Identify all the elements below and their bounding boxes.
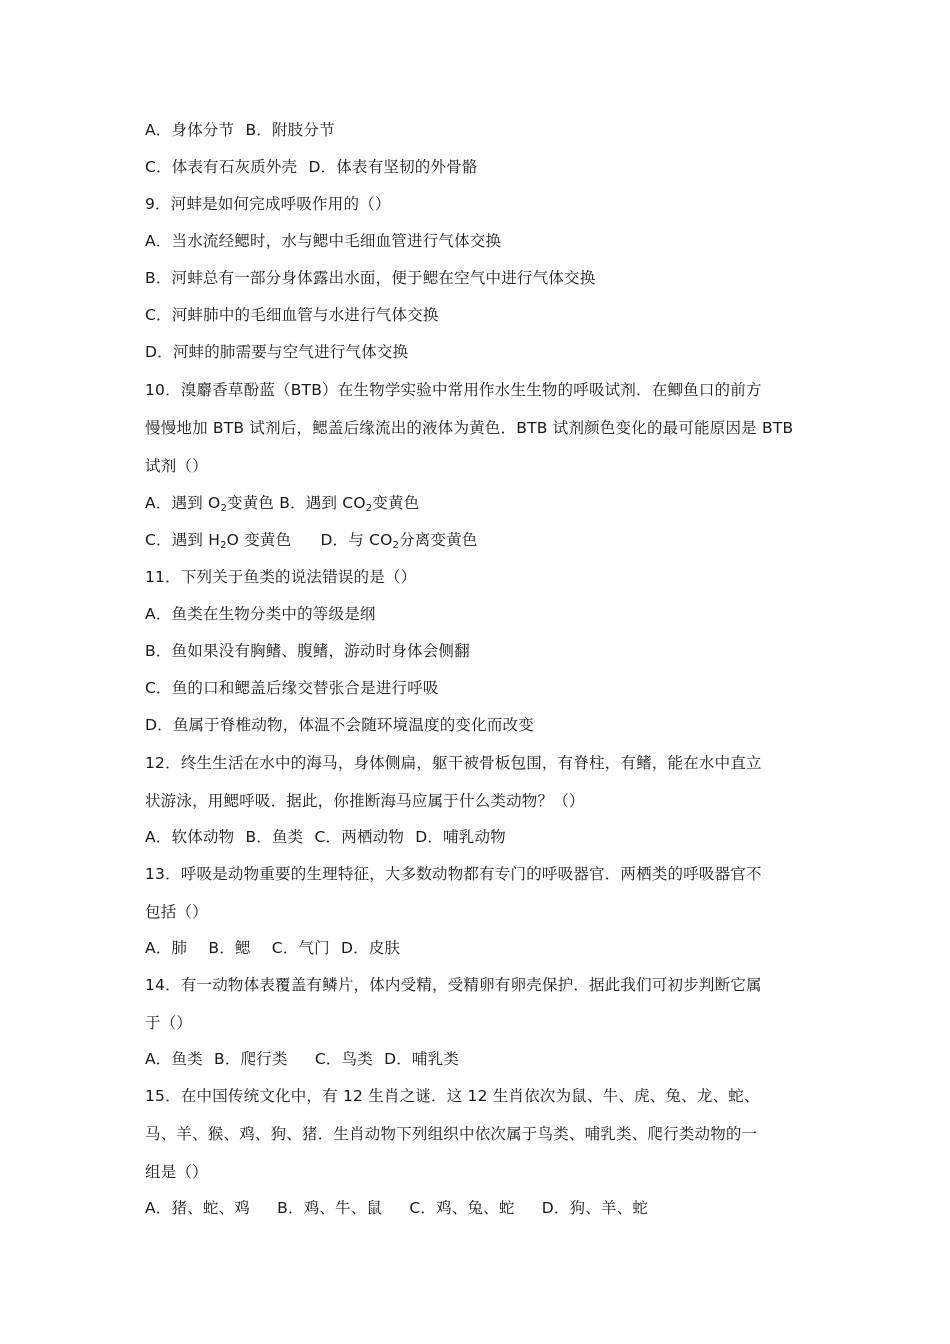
- q10-option-b-post: 变黄色: [372, 494, 420, 512]
- q11-option-a: A．鱼类在生物分类中的等级是纲: [145, 605, 376, 623]
- q15-stem-line3: 组是（）: [145, 1163, 208, 1181]
- q9-option-c: C．河蚌肺中的毛细血管与水进行气体交换: [145, 306, 439, 324]
- q15-stem-line1: 15．在中国传统文化中，有 12 生肖之谜．这 12 生肖依次为鼠、牛、虎、兔、龙、蛇、: [145, 1087, 760, 1105]
- q9-stem: 9．河蚌是如何完成呼吸作用的（）: [145, 195, 391, 213]
- q8-option-b: B．附肢分节: [245, 121, 335, 139]
- q10-option-a-sub: 2: [220, 503, 227, 514]
- q12-stem-line1: 12．终生生活在水中的海马，身体侧扁，躯干被骨板包围，有脊柱，有鳍，能在水中直立: [145, 754, 762, 772]
- q10-option-b-pre: B．遇到 CO: [279, 494, 366, 512]
- q10-stem-line2: 慢慢地加 BTB 试剂后，鳃盖后缘流出的液体为黄色．BTB 试剂颜色变化的最可能原因是 BTB: [145, 419, 794, 437]
- q11-stem: 11．下列关于鱼类的说法错误的是（）: [145, 568, 417, 586]
- q10-option-a-post: 变黄色: [227, 494, 275, 512]
- q14-options: [145, 1049, 459, 1069]
- q9-option-b: B．河蚌总有一部分身体露出水面，便于鳃在空气中进行气体交换: [145, 269, 596, 287]
- q8-option-d: D．体表有坚韧的外骨骼: [308, 158, 478, 176]
- q13-option-c: C．气门: [271, 939, 330, 957]
- q12-options: [145, 827, 506, 847]
- q13-option-b: B．鳃: [208, 939, 251, 957]
- q14-option-d: D．哺乳类: [384, 1050, 460, 1068]
- q14-option-b: B．爬行类: [214, 1050, 288, 1068]
- q13-option-d: D．皮肤: [341, 939, 401, 957]
- q10-option-a: [145, 493, 274, 519]
- q15-option-d: D．狗、羊、蛇: [541, 1199, 649, 1217]
- q12-option-a: A．软体动物: [145, 828, 235, 846]
- q10-option-d-pre: D．与 CO: [320, 531, 393, 549]
- q10-option-b: [279, 493, 419, 519]
- q12-option-b: B．鱼类: [245, 828, 304, 846]
- q10-option-d-sub: 2: [392, 540, 400, 551]
- q10-option-c-post: O 变黄色: [226, 531, 292, 549]
- q8-options-row2: [145, 157, 478, 177]
- q11-option-d: D．鱼属于脊椎动物，体温不会随环境温度的变化而改变: [145, 716, 534, 734]
- q10-options-row2: [145, 530, 478, 556]
- q15-stem-line2: 马、羊、猴、鸡、狗、猪．生肖动物下列组织中依次属于鸟类、哺乳类、爬行类动物的一: [145, 1125, 758, 1143]
- q8-option-a: A．身体分节: [145, 121, 235, 139]
- q14-stem-line1: 14．有一动物体表覆盖有鳞片，体内受精，受精卵有卵壳保护．据此我们可初步判断它属: [145, 976, 762, 994]
- q9-option-a: A．当水流经鳃时，水与鳃中毛细血管进行气体交换: [145, 232, 502, 250]
- q9-option-d: D．河蚌的肺需要与空气进行气体交换: [145, 343, 409, 361]
- q14-option-a: A．鱼类: [145, 1050, 203, 1068]
- q10-option-b-sub: 2: [365, 503, 373, 514]
- q8-option-c: C．体表有石灰质外壳: [145, 158, 298, 176]
- q15-option-c: C．鸡、兔、蛇: [409, 1199, 515, 1217]
- q13-options: [145, 938, 400, 958]
- q14-stem-line2: 于（）: [145, 1014, 193, 1032]
- q11-option-b: B．鱼如果没有胸鳍、腹鳍，游动时身体会侧翻: [145, 642, 470, 660]
- q10-option-d-post: 分离变黄色: [399, 531, 478, 549]
- q10-options-row1: [145, 493, 419, 519]
- q10-option-c-sub: 2: [220, 540, 227, 551]
- q13-stem-line2: 包括（）: [145, 903, 208, 921]
- q14-option-c: C．鸟类: [314, 1050, 373, 1068]
- q10-option-d: [320, 530, 477, 556]
- q11-option-c: C．鱼的口和鳃盖后缘交替张合是进行呼吸: [145, 679, 439, 697]
- q12-stem-line2: 状游泳，用鳃呼吸．据此，你推断海马应属于什么类动物？（）: [145, 792, 585, 810]
- q10-option-a-pre: A．遇到 O: [145, 494, 221, 512]
- q13-stem-line1: 13．呼吸是动物重要的生理特征，大多数动物都有专门的呼吸器官．两栖类的呼吸器官不: [145, 865, 762, 883]
- q12-option-d: D．哺乳动物: [415, 828, 506, 846]
- q10-option-c: [145, 530, 291, 556]
- q12-option-c: C．两栖动物: [314, 828, 405, 846]
- q10-option-c-pre: C．遇到 H: [145, 531, 221, 549]
- q15-option-a: A．猪、蛇、鸡: [145, 1199, 251, 1217]
- q13-option-a: A．肺: [145, 939, 188, 957]
- q10-stem-line3: 试剂（）: [145, 457, 208, 475]
- q8-options-row1: [145, 120, 335, 140]
- q15-option-b: B．鸡、牛、鼠: [277, 1199, 383, 1217]
- q10-stem-line1: 10．溴麝香草酚蓝（BTB）在生物学实验中常用作水生生物的呼吸试剂．在鲫鱼口的前方: [145, 381, 762, 399]
- q15-options: [145, 1198, 648, 1218]
